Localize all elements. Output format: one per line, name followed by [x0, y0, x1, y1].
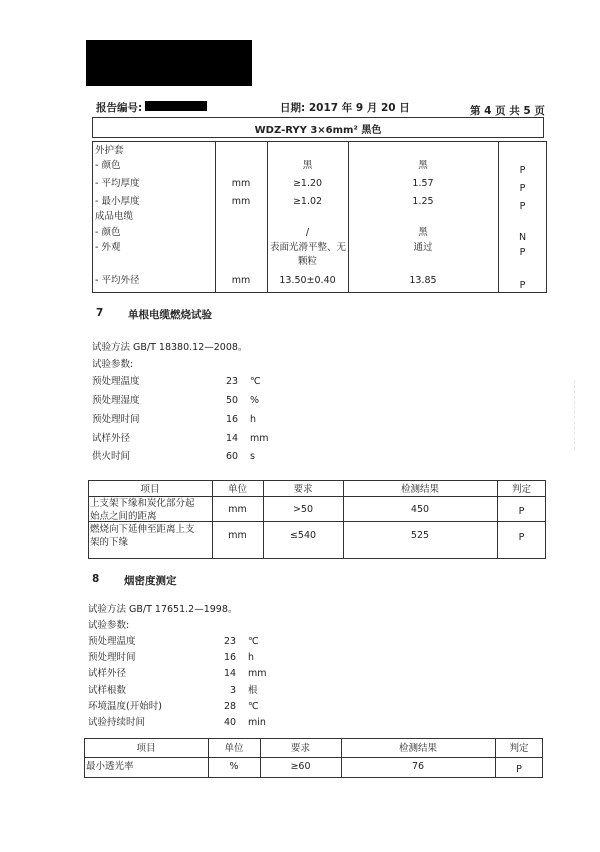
property-requirement: ≥1.02: [292, 196, 323, 207]
param-name: 试验持续时间: [88, 717, 146, 728]
param-unit: mm: [248, 668, 267, 679]
param-name: 预处理时间: [88, 652, 136, 663]
property-label: - 平均厚度: [95, 178, 140, 189]
param-value: 3: [229, 685, 236, 696]
property-unit: mm: [231, 196, 251, 207]
param-name: 试样外径: [88, 668, 127, 679]
param-value: 14: [226, 433, 239, 444]
property-label: - 最小厚度: [95, 196, 140, 207]
property-result: 黑: [418, 160, 428, 171]
table-header: 要求: [290, 743, 310, 754]
table-header: 检测结果: [400, 484, 439, 495]
param-value: 16: [224, 652, 237, 663]
property-judgement: P: [519, 280, 526, 291]
property-requirement: 黑: [302, 160, 313, 171]
test-item: 上支架下缘和炭化部分起: [90, 498, 195, 509]
section-8-number: 8: [92, 573, 100, 585]
property-judgement: P: [519, 165, 526, 176]
report-date: 日期: 2017 年 9 月 20 日: [280, 102, 410, 114]
param-unit: s: [250, 451, 255, 462]
param-value: 60: [226, 451, 239, 462]
param-unit: ℃: [248, 701, 259, 712]
property-result: 13.85: [409, 275, 437, 286]
param-value: 40: [224, 717, 237, 728]
test-unit: mm: [228, 504, 247, 515]
section-8-method: 试验方法 GB/T 17651.2—1998。: [88, 604, 238, 615]
param-name: 试样根数: [88, 685, 127, 696]
property-unit: mm: [231, 178, 251, 189]
property-label: - 颜色: [95, 160, 121, 171]
param-name: 试样外径: [92, 433, 131, 444]
section-8-params-label: 试验参数:: [88, 620, 130, 631]
property-requirement: 颗粒: [297, 256, 317, 267]
table-header: 单位: [227, 484, 247, 495]
param-value: 16: [226, 414, 239, 425]
param-value: 23: [224, 636, 237, 647]
property-label: - 颜色: [95, 227, 121, 238]
report-number-label: 报告编号:: [96, 102, 143, 114]
test-unit: mm: [228, 530, 247, 541]
property-label: - 外观: [95, 242, 121, 253]
param-value: 50: [226, 395, 239, 406]
test-item: 最小透光率: [86, 761, 134, 772]
param-name: 预处理温度: [88, 636, 136, 647]
param-unit: %: [250, 395, 260, 406]
test-result: 450: [410, 504, 430, 515]
param-unit: ℃: [250, 376, 261, 387]
table-header: 项目: [140, 484, 160, 495]
property-requirement: 13.50±0.40: [279, 275, 336, 286]
param-name: 预处理温度: [92, 376, 140, 387]
test-judgement: P: [516, 764, 522, 775]
page-indicator: 第 4 页 共 5 页: [470, 105, 545, 117]
property-label: 外护套: [95, 145, 124, 156]
property-requirement: 表面光滑平整、无: [270, 242, 347, 253]
param-value: 14: [224, 668, 237, 679]
property-result: 通过: [413, 242, 433, 253]
property-label: - 平均外径: [95, 275, 140, 286]
test-judgement: P: [518, 506, 525, 517]
param-value: 28: [224, 701, 237, 712]
param-unit: h: [250, 414, 257, 425]
table-header: 判定: [511, 484, 531, 495]
test-requirement: >50: [292, 504, 314, 515]
property-unit: mm: [231, 275, 251, 286]
property-result: 1.25: [412, 196, 434, 207]
table-header: 单位: [224, 743, 244, 754]
redacted-report-number: [145, 101, 207, 111]
test-requirement: ≥60: [290, 761, 311, 772]
param-unit: ℃: [248, 636, 259, 647]
property-judgement: P: [519, 183, 526, 194]
test-item: 始点之间的距离: [90, 511, 157, 522]
property-judgement: P: [519, 247, 526, 258]
param-unit: 根: [248, 685, 258, 696]
test-requirement: ≤540: [289, 530, 317, 541]
section-8-title: 烟密度测定: [124, 575, 177, 587]
redacted-logo: [86, 40, 252, 86]
param-unit: mm: [250, 433, 269, 444]
test-result: 76: [411, 761, 425, 772]
param-name: 供火时间: [92, 451, 131, 462]
section-7-title: 单根电缆燃烧试验: [128, 309, 212, 321]
property-judgement: N: [518, 232, 527, 243]
test-unit: %: [229, 761, 239, 772]
property-result: 1.57: [412, 178, 434, 189]
section-7-params-label: 试验参数:: [92, 359, 134, 370]
property-requirement: ≥1.20: [292, 178, 323, 189]
table-header: 项目: [136, 743, 156, 754]
param-name: 预处理时间: [92, 414, 140, 425]
section-7-number: 7: [96, 307, 104, 319]
param-unit: min: [248, 717, 266, 728]
param-name: 预处理湿度: [92, 395, 140, 406]
table-header: 判定: [509, 743, 529, 754]
property-judgement: P: [519, 201, 526, 212]
param-value: 23: [226, 376, 239, 387]
test-item: 燃烧向下延伸至距离上支: [90, 524, 195, 535]
table-header: 检测结果: [398, 743, 437, 754]
test-judgement: P: [518, 532, 525, 543]
property-label: 成品电缆: [95, 211, 134, 222]
test-item: 架的下缘: [90, 537, 129, 548]
param-name: 环境温度(开始时): [88, 701, 162, 712]
product-title: WDZ-RYY 3×6mm² 黑色: [254, 125, 382, 136]
table-header: 要求: [293, 484, 313, 495]
test-result: 525: [410, 530, 430, 541]
property-result: 黑: [418, 227, 428, 238]
faint-side-stamp: [574, 380, 593, 450]
param-unit: h: [248, 652, 255, 663]
property-requirement: /: [305, 227, 310, 238]
section-7-method: 试验方法 GB/T 18380.12—2008。: [92, 342, 248, 353]
